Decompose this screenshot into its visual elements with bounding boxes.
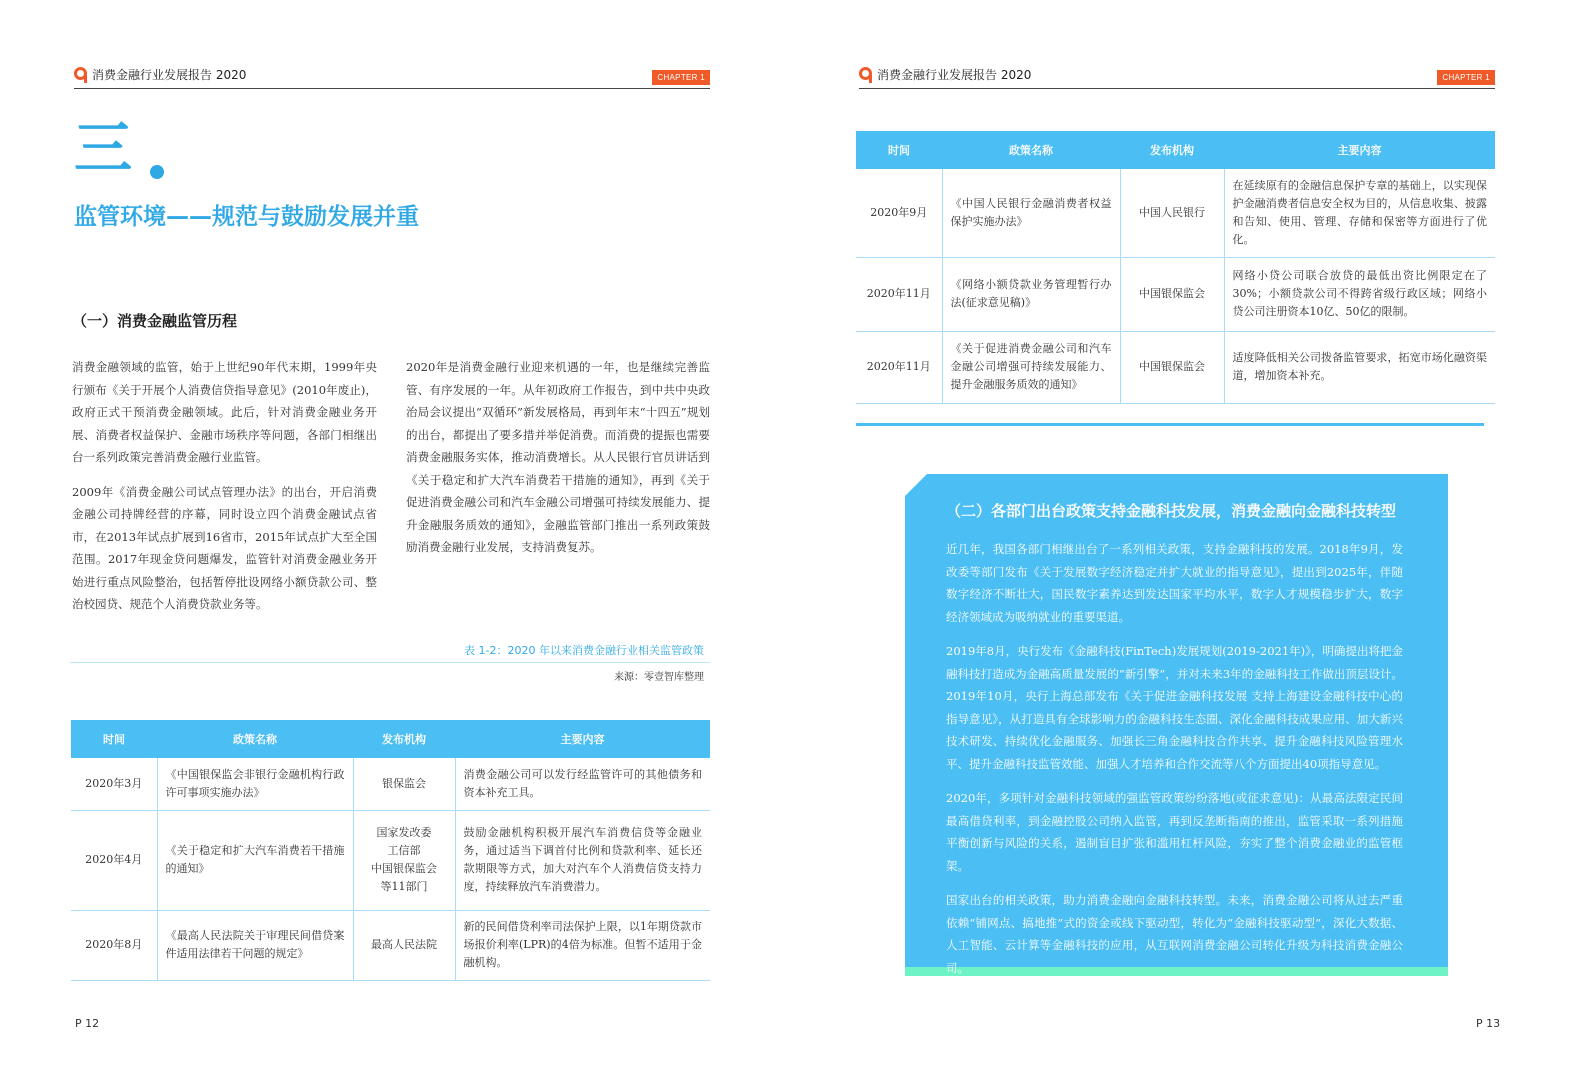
policy-table-right	[856, 131, 1495, 404]
table-row	[71, 910, 710, 980]
cell-name: 《关于稳定和扩大汽车消费若干措施的通知》	[157, 810, 353, 910]
cell-name: 《中国银保监会非银行金融机构行政许可事项实施办法》	[157, 758, 353, 810]
cell-time: 2020年11月	[856, 257, 942, 331]
table-row	[856, 257, 1495, 331]
col-header-time: 时间	[856, 131, 942, 169]
paragraph: 国家出台的相关政策，助力消费金融向金融科技转型。未来，消费金融公司将从过去严重依赖“铺网点、搞地推”式的资金或线下驱动型，转化为“金融科技驱动型”，深化大数据、人工智能、云计算等金融科技的应用，从互联网消费金融公司转化升级为科技消费金融公司。	[946, 893, 1403, 975]
header-title: 消费金融行业发展报告 2020	[877, 68, 1032, 82]
cell-name: 《关于促进消费金融公司和汽车金融公司增强可持续发展能力、提升金融服务质效的通知》	[942, 331, 1120, 403]
page-header	[859, 66, 1495, 89]
chapter-badge: CHAPTER 1	[652, 70, 710, 85]
paragraph: 2019年8月，央行发布《金融科技(FinTech)发展规划(2019-2021年)》，明确提出将把金融科技打造成为金融高质量发展的“新引擎”，并对未来3年的金融科技工作做出顶层设计。2019年10月，央行上海总部发布《关于促进金融科技发展 支持上海建设金融科技中心的指导意见》，从打造具有全球影响力的金融科技生态圈、深化金融科技成果应用、加大新兴技术研发、持续优化金融服务、加强长三角金融科技合作共享、提升金融科技风险管理水平、提升金融科技监管效能、加强人才培养和合作交流等八个方面提出40项指导意见。	[946, 644, 1403, 771]
cell-content: 消费金融公司可以发行经监管许可的其他债务和资本补充工具。	[455, 758, 710, 810]
section-title: 监管环境——规范与鼓励发展并重	[74, 204, 419, 230]
table-header-row	[856, 131, 1495, 169]
paragraph: 消费金融领域的监管，始于上世纪90年代末期，1999年央行颁布《关于开展个人消费信贷指导意见》(2010年废止)，政府正式干预消费金融领域。此后，针对消费金融业务开展、消费者权益保护、金融市场秩序等问题，各部门相继出台一系列政策完善消费金融行业监管。	[72, 360, 377, 464]
cell-content: 新的民间借贷利率司法保护上限，以1年期贷款市场报价利率(LPR)的4倍为标准。但暂不适用于金融机构。	[455, 910, 710, 980]
page-header	[74, 66, 710, 89]
table-row	[856, 169, 1495, 257]
subsection-title: （一）消费金融监管历程	[72, 312, 238, 330]
cell-content: 鼓励金融机构积极开展汽车消费信贷等金融业务，通过适当下调首付比例和贷款利率、延长还款期限等方式，加大对汽车个人消费信贷支持力度，持续释放汽车消费潜力。	[455, 810, 710, 910]
cell-org: 中国人民银行	[1120, 169, 1224, 257]
cell-name: 《中国人民银行金融消费者权益保护实施办法》	[942, 169, 1120, 257]
logo-icon	[859, 67, 872, 80]
paragraph: 2020年，多项针对金融科技领域的强监管政策纷纷落地(或征求意见)：从最高法限定民间最高借贷利率，到金融控股公司纳入监管，再到反垄断指南的推出，监管采取一系列措施平衡创新与风险的关系，遏制盲目扩张和滥用杠杆风险，夯实了整个消费金融业的监管框架。	[946, 791, 1403, 873]
col-header-org: 发布机构	[353, 720, 455, 758]
header-title: 消费金融行业发展报告 2020	[92, 68, 247, 82]
table-source: 来源：零壹智库整理	[614, 672, 704, 683]
page-left	[0, 0, 793, 1077]
page-right	[794, 0, 1587, 1077]
section-number: 三	[74, 114, 133, 182]
panel-corner-cut	[905, 474, 927, 496]
col-header-time: 时间	[71, 720, 157, 758]
caption-divider	[70, 662, 710, 663]
page-number: P 12	[75, 1017, 100, 1030]
section-number-dot	[150, 165, 164, 179]
table-row	[856, 331, 1495, 403]
cell-name: 《最高人民法院关于审理民间借贷案件适用法律若干问题的规定》	[157, 910, 353, 980]
panel-title: （二）各部门出台政策支持金融科技发展，消费金融向金融科技转型	[946, 502, 1397, 520]
policy-table-left	[71, 720, 710, 981]
col-header-content: 主要内容	[455, 720, 710, 758]
col-header-name: 政策名称	[942, 131, 1120, 169]
cell-content: 适度降低相关公司拨备监管要求，拓宽市场化融资渠道，增加资本补充。	[1224, 331, 1495, 403]
cell-time: 2020年9月	[856, 169, 942, 257]
cell-org: 最高人民法院	[353, 910, 455, 980]
paragraph: 2020年是消费金融行业迎来机遇的一年，也是继续完善监管、有序发展的一年。从年初政府工作报告，到中共中央政治局会议提出“双循环”新发展格局，再到年末“十四五”规划的出台，都提出了要多措并举促消费。而消费的提振也需要消费金融服务实体，推动消费增长。从人民银行官员讲话到《关于稳定和扩大汽车消费若干措施的通知》，再到《关于促进消费金融公司和汽车金融公司增强可持续发展能力、提升金融服务质效的通知》，金融监管部门推出一系列政策鼓励消费金融行业发展，支持消费复苏。	[406, 360, 710, 554]
table-bottom-rule	[856, 423, 1484, 426]
text-column-left	[72, 356, 377, 628]
table-caption: 表 1-2：2020 年以来消费金融行业相关监管政策	[464, 644, 704, 657]
cell-time: 2020年8月	[71, 910, 157, 980]
cell-content: 网络小贷公司联合放贷的最低出资比例限定在了30%；小额贷款公司不得跨省级行政区域；网络小贷公司注册资本10亿、50亿的限制。	[1224, 257, 1495, 331]
table-row	[71, 758, 710, 810]
col-header-content: 主要内容	[1224, 131, 1495, 169]
cell-org: 银保监会	[353, 758, 455, 810]
page-number: P 13	[1476, 1017, 1501, 1030]
cell-name: 《网络小额贷款业务管理暂行办法(征求意见稿)》	[942, 257, 1120, 331]
panel-body	[946, 538, 1403, 991]
paragraph: 近几年，我国各部门相继出台了一系列相关政策，支持金融科技的发展。2018年9月，发改委等部门发布《关于发展数字经济稳定并扩大就业的指导意见》，提出到2025年，伴随数字经济不断壮大，国民数字素养达到发达国家平均水平，数字人才规模稳步扩大，数字经济领域成为吸纳就业的重要渠道。	[946, 542, 1403, 624]
paragraph: 2009年《消费金融公司试点管理办法》的出台，开启消费金融公司持牌经营的序幕，同时设立四个消费金融试点省市，在2013年试点扩展到16省市，2015年试点扩大至全国范围。2017年现金贷问题爆发，监管针对消费金融业务开始进行重点风险整治，包括暂停批设网络小额贷款公司、整治校园贷、规范个人消费贷款业务等。	[72, 484, 377, 611]
cell-org: 国家发改委 工信部 中国银保监会 等11部门	[353, 810, 455, 910]
cell-org: 中国银保监会	[1120, 257, 1224, 331]
col-header-org: 发布机构	[1120, 131, 1224, 169]
table-header-row	[71, 720, 710, 758]
col-header-name: 政策名称	[157, 720, 353, 758]
cell-time: 2020年11月	[856, 331, 942, 403]
logo-icon	[74, 67, 87, 80]
cell-time: 2020年3月	[71, 758, 157, 810]
chapter-badge: CHAPTER 1	[1437, 70, 1495, 85]
cell-org: 中国银保监会	[1120, 331, 1224, 403]
cell-time: 2020年4月	[71, 810, 157, 910]
text-column-right	[406, 356, 710, 571]
cell-content: 在延续原有的金融信息保护专章的基础上，以实现保护金融消费者信息安全权为目的，从信息收集、披露和告知、使用、管理、存储和保密等方面进行了优化。	[1224, 169, 1495, 257]
table-row	[71, 810, 710, 910]
